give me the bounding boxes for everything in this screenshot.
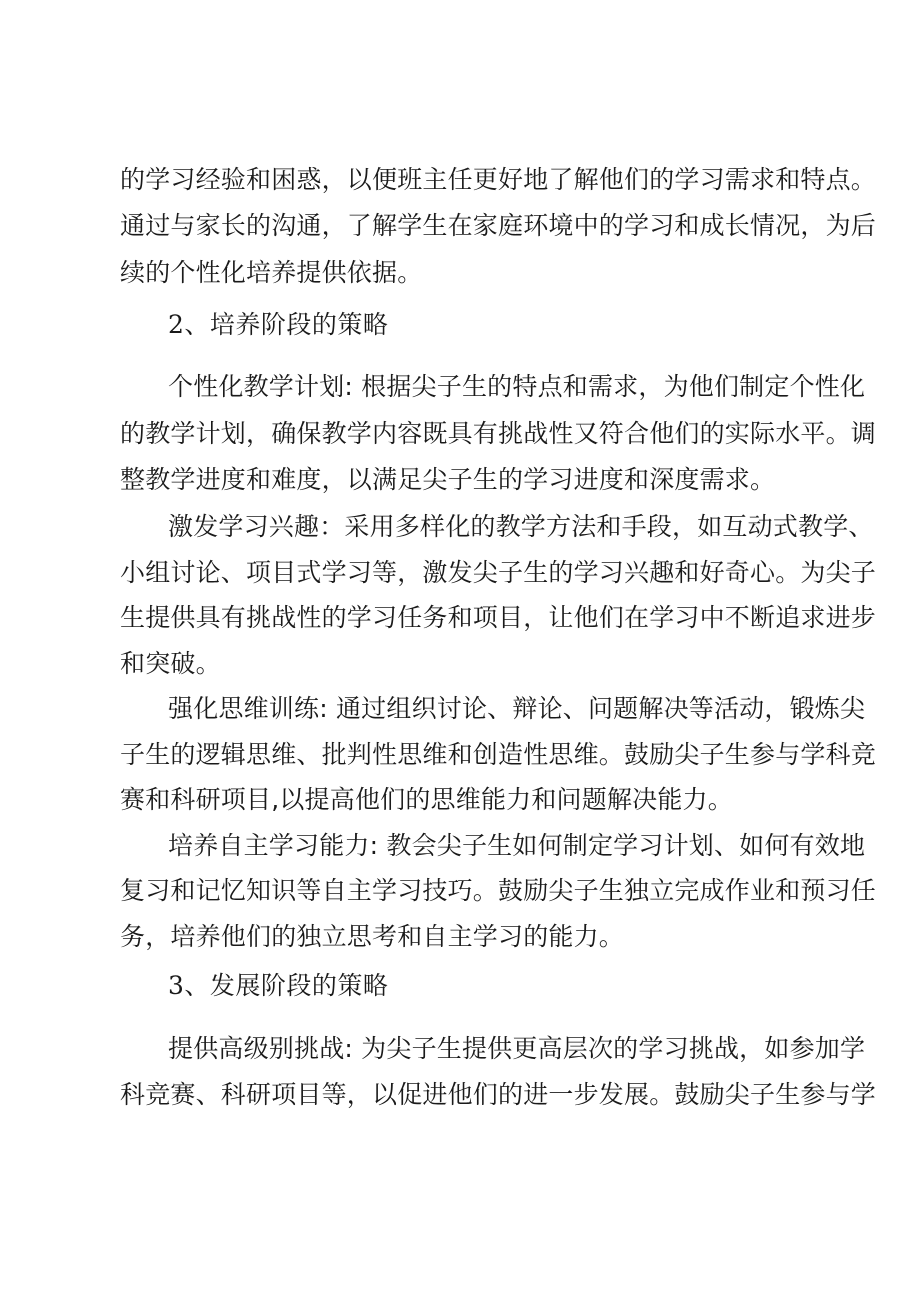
s2-p1-line-2: 的教学计划，确保教学内容既具有挑战性又符合他们的实际水平。调 bbox=[120, 419, 877, 448]
s2-p1-line-1: 个性化教学计划: 根据尖子生的特点和需求，为他们制定个性化 bbox=[168, 372, 866, 401]
intro-line-3: 续的个性化培养提供依据。 bbox=[120, 258, 423, 287]
s2-p3-line-2: 子生的逻辑思维、批判性思维和创造性思维。鼓励尖子生参与学科竞 bbox=[120, 740, 877, 769]
s2-p3-line-1: 强化思维训练: 通过组织讨论、辩论、问题解决等活动，锻炼尖 bbox=[168, 694, 866, 723]
intro-line-2: 通过与家长的沟通，了解学生在家庭环境中的学习和成长情况，为后 bbox=[120, 211, 877, 240]
s2-p2-line-3: 生提供具有挑战性的学习任务和项目，让他们在学习中不断追求进步 bbox=[120, 603, 877, 632]
section-2-heading: 2、培养阶段的策略 bbox=[168, 310, 389, 339]
intro-line-1: 的学习经验和困惑，以便班主任更好地了解他们的学习需求和特点。 bbox=[120, 165, 877, 194]
s2-p1-line-3: 整教学进度和难度，以满足尖子生的学习进度和深度需求。 bbox=[120, 465, 776, 494]
s3-p1-line-1: 提供高级别挑战: 为尖子生提供更高层次的学习挑战，如参加学 bbox=[168, 1034, 866, 1063]
s2-p4-line-2: 复习和记忆知识等自主学习技巧。鼓励尖子生独立完成作业和预习任 bbox=[120, 876, 877, 905]
s2-p4-line-1: 培养自主学习能力: 教会尖子生如何制定学习计划、如何有效地 bbox=[168, 831, 866, 860]
s2-p2-line-1: 激发学习兴趣：采用多样化的教学方法和手段，如互动式教学、 bbox=[168, 512, 874, 541]
s2-p3-line-3: 赛和科研项目,以提高他们的思维能力和问题解决能力。 bbox=[120, 785, 733, 814]
s2-p2-line-2: 小组讨论、项目式学习等，激发尖子生的学习兴趣和好奇心。为尖子 bbox=[120, 558, 877, 587]
s2-p4-line-3: 务，培养他们的独立思考和自主学习的能力。 bbox=[120, 922, 625, 951]
s3-p1-line-2: 科竞赛、科研项目等，以促进他们的进一步发展。鼓励尖子生参与学 bbox=[120, 1080, 877, 1109]
s2-p2-line-4: 和突破。 bbox=[120, 649, 221, 678]
section-3-heading: 3、发展阶段的策略 bbox=[168, 971, 389, 1000]
